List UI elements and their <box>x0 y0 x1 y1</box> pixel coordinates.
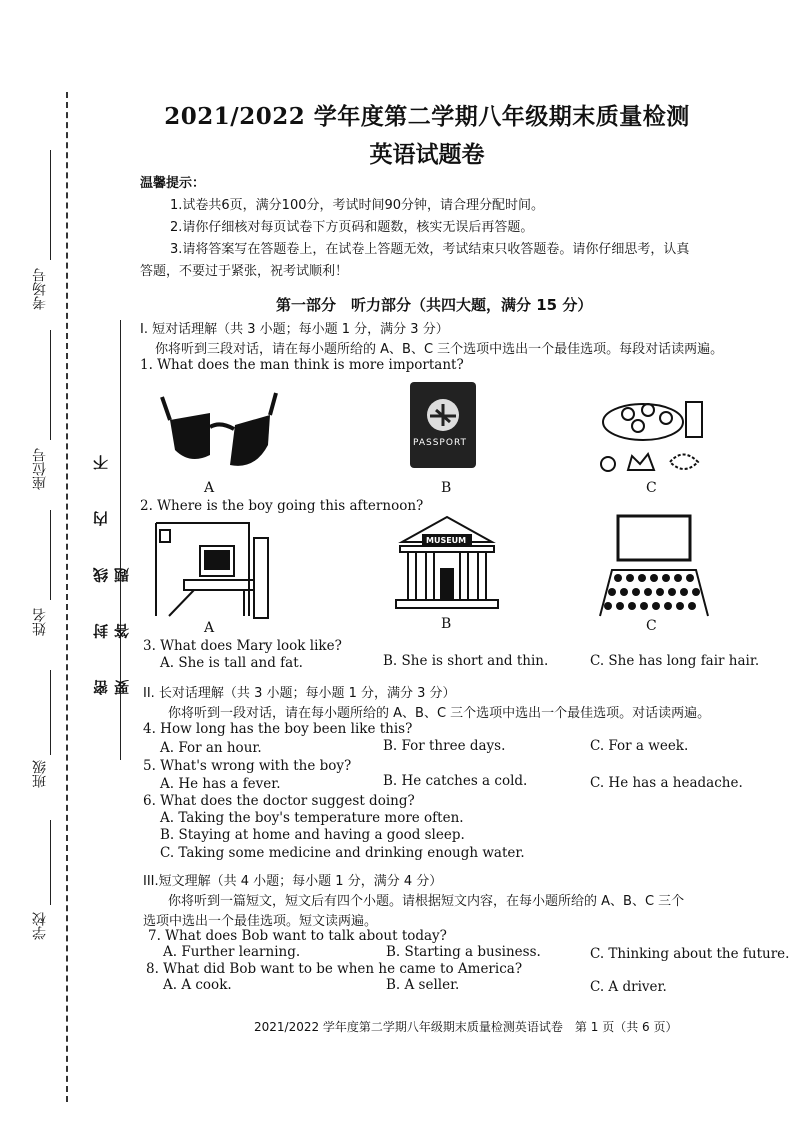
q7-option-b[interactable]: B. Starting a business. <box>386 944 541 960</box>
museum-text: MUSEUM <box>426 536 467 545</box>
q8-option-c[interactable]: C. A driver. <box>590 979 667 995</box>
tips-heading: 温馨提示： <box>140 176 206 191</box>
q6-option-a[interactable]: A. Taking the boy's temperature more often. <box>160 810 464 826</box>
q2-label-a: A <box>204 620 215 636</box>
tip-item-1: 1.试卷共6页，满分100分，考试时间90分钟，请合理分配时间。 <box>170 198 545 213</box>
q4-stem: 4. How long has the boy been like this? <box>143 721 413 737</box>
q2-stem: 2. Where is the boy going this afternoon? <box>140 498 424 514</box>
page-title: 2021/2022 学年度第二学期八年级期末质量检测 <box>164 103 690 130</box>
q8-option-b[interactable]: B. A seller. <box>386 977 460 993</box>
seat-number-field[interactable] <box>50 330 51 440</box>
q3-option-a[interactable]: A. She is tall and fat. <box>160 655 303 671</box>
q8-option-a[interactable]: A. A cook. <box>163 977 232 993</box>
exam-room-label: 考场号 <box>32 268 48 310</box>
q1-stem: 1. What does the man think is more important? <box>140 357 464 373</box>
q4-option-a[interactable]: A. For an hour. <box>160 740 262 756</box>
sec2-title: II. 长对话理解（共 3 小题；每小题 1 分，满分 3 分） <box>143 686 456 701</box>
name-label: 姓名 <box>32 608 48 636</box>
binding-dashed-line <box>66 92 68 1102</box>
q5-option-a[interactable]: A. He has a fever. <box>160 776 281 792</box>
page-footer: 2021/2022 学年度第二学期八年级期末质量检测英语试卷 第 1 页（共 6 页） <box>254 1020 678 1034</box>
q6-option-b[interactable]: B. Staying at home and having a good sleep. <box>160 827 465 843</box>
class-label: 班级 <box>32 760 48 788</box>
tip-item-4: 答题，不要过于紧张，祝考试顺利！ <box>140 264 349 279</box>
q5-option-c[interactable]: C. He has a headache. <box>590 775 743 791</box>
museum-icon <box>392 512 502 612</box>
q6-stem: 6. What does the doctor suggest doing? <box>143 793 415 809</box>
q3-option-c[interactable]: C. She has long fair hair. <box>590 653 760 669</box>
sec1-instruction: 你将听到三段对话，请在每小题所给的 A、B、C 三个选项中选出一个最佳选项。每段对话读两遍。 <box>155 342 724 357</box>
sec3-instruction-line1: 你将听到一篇短文，短文后有四个小题。请根据短文内容，在每小题所给的 A、B、C 三个 <box>168 894 685 909</box>
q7-option-c[interactable]: C. Thinking about the future. <box>590 946 790 962</box>
q2-label-c: C <box>646 618 657 634</box>
q1-label-a: A <box>204 480 215 496</box>
name-field[interactable] <box>50 510 51 600</box>
passport-icon <box>408 380 478 470</box>
computer-room-icon <box>154 518 274 618</box>
part1-title: 第一部分 听力部分（共四大题，满分 15 分） <box>276 296 593 314</box>
q4-option-c[interactable]: C. For a week. <box>590 738 689 754</box>
q7-stem: 7. What does Bob want to talk about today? <box>148 928 447 944</box>
seat-number-label: 座位号 <box>32 448 48 490</box>
cinema-icon <box>598 512 710 617</box>
class-field[interactable] <box>50 670 51 755</box>
sec3-instruction-line2: 选项中选出一个最佳选项。短文读两遍。 <box>143 914 378 929</box>
q1-label-b: B <box>441 480 452 496</box>
q7-option-a[interactable]: A. Further learning. <box>163 944 301 960</box>
q3-stem: 3. What does Mary look like? <box>143 638 342 654</box>
tip-item-3: 3.请将答案写在答题卷上，在试卷上答题无效，考试结束只收答题卷。请你仔细思考，认真 <box>170 242 690 257</box>
q1-label-c: C <box>646 480 657 496</box>
school-label: 学校 <box>32 912 48 940</box>
sec3-title: III.短文理解（共 4 小题；每小题 1 分，满分 4 分） <box>143 874 443 889</box>
sec1-title: I. 短对话理解（共 3 小题；每小题 1 分，满分 3 分） <box>140 322 449 337</box>
sunglasses-icon <box>160 385 280 475</box>
q8-stem: 8. What did Bob want to be when he came to America? <box>146 961 523 977</box>
sec2-instruction: 你将听到一段对话，请在每小题所给的 A、B、C 三个选项中选出一个最佳选项。对话读两遍。 <box>168 706 711 721</box>
treasure-icon <box>598 392 708 477</box>
q3-option-b[interactable]: B. She is short and thin. <box>383 653 549 669</box>
page-subtitle: 英语试题卷 <box>369 141 485 168</box>
tip-item-2: 2.请你仔细核对每页试卷下方页码和题数，核实无误后再答题。 <box>170 220 534 235</box>
passport-text: PASSPORT <box>413 438 468 448</box>
seal-line-text: 密 封 线 内 不 要 答 题 <box>92 437 131 695</box>
q5-option-b[interactable]: B. He catches a cold. <box>383 773 528 789</box>
q4-option-b[interactable]: B. For three days. <box>383 738 506 754</box>
school-field[interactable] <box>50 820 51 905</box>
q2-label-b: B <box>441 616 452 632</box>
q5-stem: 5. What's wrong with the boy? <box>143 758 352 774</box>
q6-option-c[interactable]: C. Taking some medicine and drinking enough water. <box>160 845 525 861</box>
